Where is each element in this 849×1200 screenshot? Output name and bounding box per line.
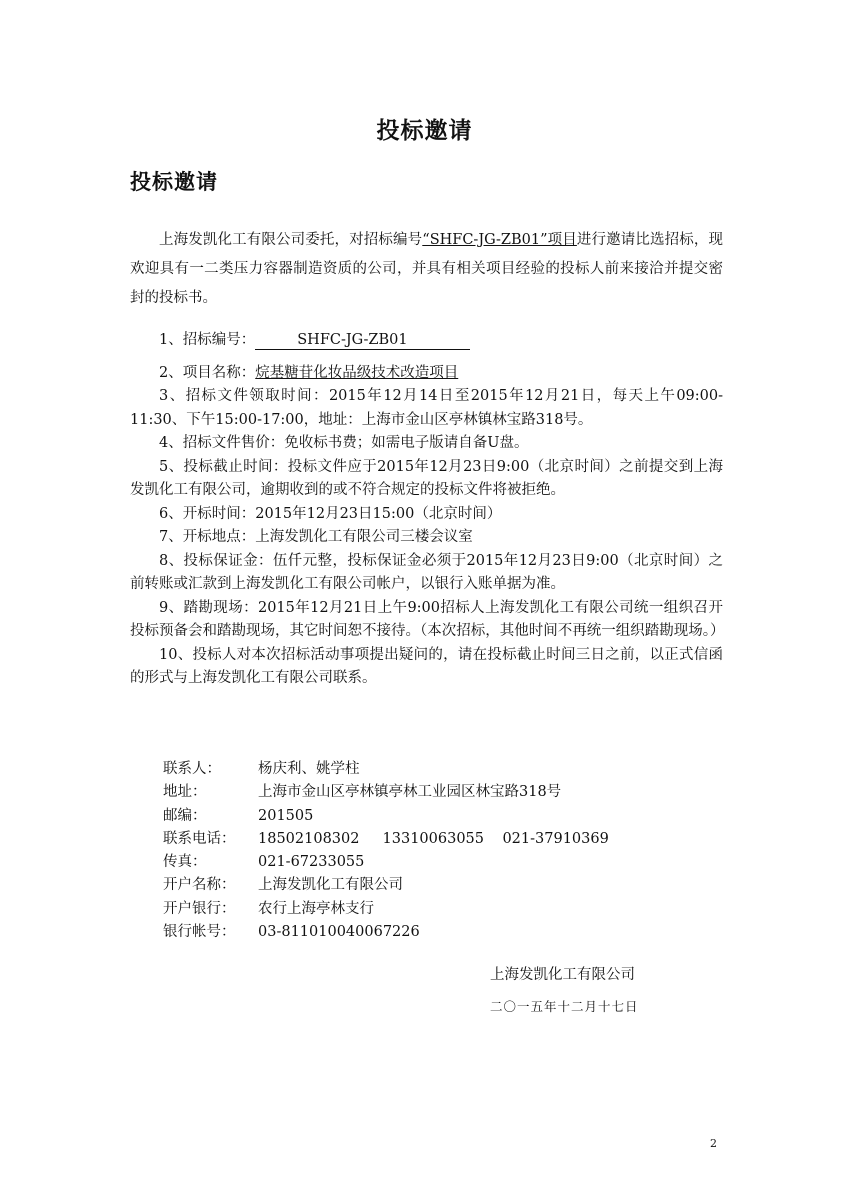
- item-10: 10、投标人对本次招标活动事项提出疑问的，请在投标截止时间三日之前，以正式信函的形式与上海发凯化工有限公司联系。: [130, 646, 723, 686]
- intro-paragraph: [130, 226, 723, 313]
- item-7: 7、开标地点：上海发凯化工有限公司三楼会议室: [159, 529, 473, 545]
- item-1: [130, 329, 723, 353]
- item-5: 5、投标截止时间：投标文件应于2015年12月23日9:00（北京时间）之前提交到上海发凯化工有限公司，逾期收到的或不符合规定的投标文件将被拒绝。: [130, 458, 723, 498]
- phone-label: 联系电话：: [163, 830, 236, 847]
- contact-row-postcode: [163, 805, 609, 828]
- contact-row-address: [163, 781, 609, 804]
- item-4: 4、招标文件售价：免收标书费；如需电子版请自备U盘。: [159, 435, 529, 451]
- item-9: 9、踏勘现场：2015年12月21日上午9:00招标人上海发凯化工有限公司统一组织召开投标预备会和踏勘现场，其它时间恕不接待。（本次招标，其他时间不再统一组织踏勘现场。）: [130, 599, 725, 639]
- account-no-value: 03-811010040067226: [258, 924, 420, 941]
- item-2: [130, 362, 723, 386]
- intro-project-code: “SHFC-JG-ZB01”项目: [422, 232, 577, 248]
- item-2-value: 烷基糖苷化妆品级技术改造项目: [255, 364, 459, 381]
- item-3: 3、招标文件领取时间：2015年12月14日至2015年12月21日，每天上午09:00-11:30、下午15:00-17:00，地址：上海市金山区亭林镇林宝路318号。: [130, 388, 723, 428]
- intro-text-before: 上海发凯化工有限公司委托，对招标编号: [159, 232, 423, 248]
- contact-info: [163, 758, 609, 944]
- item-1-value-line: [255, 331, 470, 350]
- postcode-value: 201505: [258, 807, 314, 824]
- section-heading: 投标邀请: [130, 170, 218, 194]
- contact-row-phone: [163, 828, 609, 851]
- contact-person-label: 联系人：: [163, 761, 221, 777]
- fax-label: 传真：: [163, 854, 207, 871]
- account-name-label: 开户名称：: [163, 877, 236, 894]
- account-name-value: 上海发凯化工有限公司: [258, 877, 403, 894]
- page-number: 2: [710, 1137, 717, 1150]
- intro-text-after: 进行邀请比选招标，现欢迎具有一二类压力容器制造资质的公司，并具有相关项目经验的投标人前来接洽并提交密封的投标书。: [130, 232, 724, 306]
- address-label: 地址：: [163, 784, 207, 801]
- page-title: 投标邀请: [376, 118, 473, 144]
- contact-row-person: [163, 758, 609, 781]
- phone-value: 18502108302 13310063055 021-37910369: [258, 830, 609, 847]
- tender-items-list: [130, 329, 723, 691]
- account-no-label: 银行帐号：: [163, 924, 236, 941]
- item-1-label: 1、招标编号：: [159, 332, 256, 348]
- contact-person-value: 杨庆利、姚学柱: [258, 761, 360, 777]
- contact-row-account-no: [163, 921, 609, 944]
- item-2-label: 2、项目名称：: [159, 364, 256, 381]
- item-8: 8、投标保证金：伍仟元整，投标保证金必须于2015年12月23日9:00（北京时间）之前转账或汇款到上海发凯化工有限公司帐户，以银行入账单据为准。: [130, 552, 723, 592]
- fax-value: 021-67233055: [258, 854, 365, 871]
- bank-value: 农行上海亭林支行: [258, 900, 374, 917]
- postcode-label: 邮编：: [163, 807, 207, 824]
- signature-company: 上海发凯化工有限公司: [490, 967, 635, 983]
- item-1-value: SHFC-JG-ZB01: [297, 332, 408, 348]
- contact-row-fax: [163, 851, 609, 874]
- bank-label: 开户银行：: [163, 900, 236, 917]
- signature-date: 二〇一五年十二月十七日: [490, 999, 639, 1014]
- contact-row-bank: [163, 898, 609, 921]
- address-value: 上海市金山区亭林镇亭林工业园区林宝路318号: [258, 784, 562, 801]
- contact-row-account-name: [163, 874, 609, 897]
- item-6: 6、开标时间：2015年12月23日15:00（北京时间）: [159, 505, 502, 522]
